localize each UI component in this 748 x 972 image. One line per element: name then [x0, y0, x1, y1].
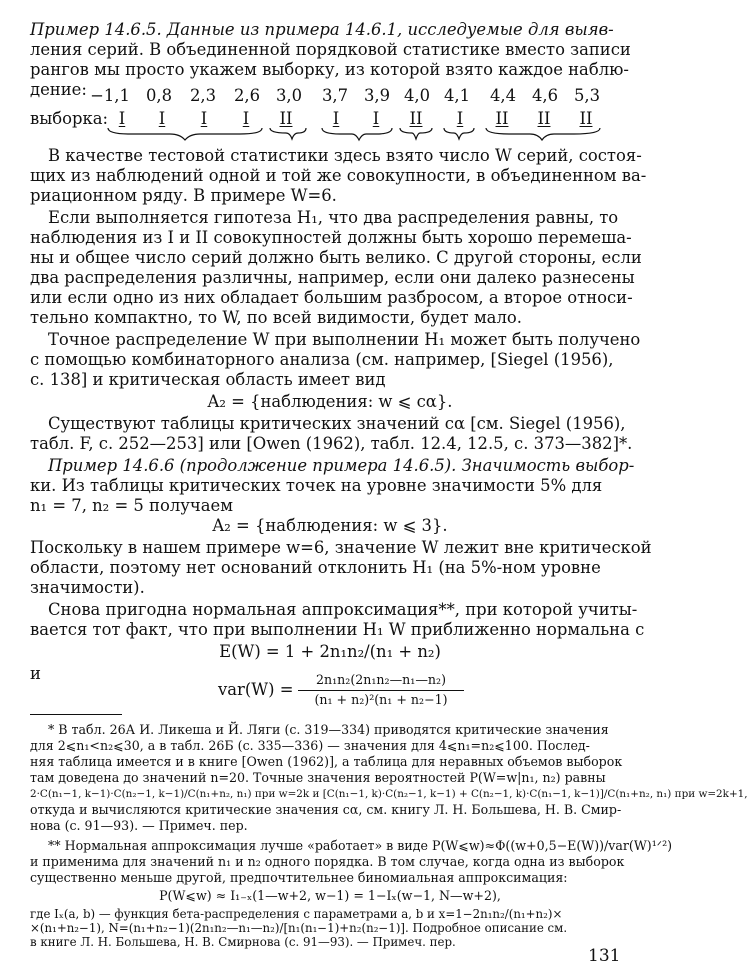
sample-cell: I [118, 109, 126, 128]
run-brace [108, 128, 262, 140]
footnote-line: нова (с. 91—93). — Примеч. пер. [30, 818, 248, 833]
page-number: 131 [588, 946, 621, 966]
footnote-equation: P(W⩽w) ≈ I₁₋ₓ(1—w+2, w−1) = 1−Iₓ(w−1, N—w+2), [159, 888, 501, 903]
sample-cell: II [495, 109, 509, 128]
run-brace [444, 128, 474, 139]
variance-numerator: 2n₁n₂(2n₁n₂—n₁—n₂) [316, 672, 446, 687]
text-line: дение: [30, 80, 87, 99]
sample-cell: I [372, 109, 380, 128]
sample-cell: I [158, 109, 166, 128]
text-line: ки. Из таблицы критических точек на уровне значимости 5% для [30, 476, 603, 495]
value-cell: 3,0 [275, 86, 303, 105]
text-line: табл. F, с. 252—253] или [Owen (1962), табл. 12.4, 12.5, с. 373—382]*. [30, 434, 633, 453]
value-cell: 2,3 [189, 86, 217, 105]
text-line: В качестве тестовой статистики здесь взято число W серий, состоя- [48, 146, 642, 165]
text-line: наблюдения из I и II совокупностей должны быть хорошо перемеша- [30, 228, 632, 247]
fraction-bar [298, 690, 464, 691]
footnote-line: в книге Л. Н. Большева, Н. В. Смирнова (с. 91—93). — Примеч. пер. [30, 935, 456, 949]
sample-cell: II [579, 109, 593, 128]
run-brace [400, 128, 432, 139]
value-cell: 3,7 [321, 86, 349, 105]
sample-label: выборка: [30, 109, 109, 128]
footnote-line: где Iₓ(a, b) — функция бета-распределения с параметрами a, b и x=1−2n₁n₂/(n₁+n₂)× [30, 907, 563, 921]
text-line: значимости). [30, 578, 145, 597]
run-brace [322, 128, 392, 140]
footnote-line: существенно меньше другой, предпочтительнее биномиальная аппроксимация: [30, 870, 568, 885]
sample-cell: I [332, 109, 340, 128]
value-cell: 4,0 [403, 86, 431, 105]
sample-cell: II [409, 109, 423, 128]
text-line: Поскольку в нашем примере w=6, значение W лежит вне критической [30, 538, 652, 557]
text-line: ны и общее число серий должно быть велико. С другой стороны, если [30, 248, 642, 267]
text-line: Если выполняется гипотеза H₁, что два распределения равны, то [48, 208, 619, 227]
example-heading-line: Пример 14.6.6 (продолжение примера 14.6.5). Значимость выбор- [48, 456, 635, 475]
text-line: Точное распределение W при выполнении H₁ может быть получено [48, 330, 641, 349]
run-brace [270, 128, 306, 139]
value-cell: 3,9 [363, 86, 391, 105]
sample-cell: II [537, 109, 551, 128]
footnote-line: * В табл. 26А И. Ликеша и Й. Ляги (с. 319—334) приводятся критические значения [48, 722, 609, 737]
text-line: два распределения различны, например, если они далеко разнесены [30, 268, 635, 287]
conjunction: и [30, 664, 41, 683]
text-line: с помощью комбинаторного анализа (см. например, [Siegel (1956), [30, 350, 614, 369]
footnote-line: ×(n₁+n₂−1), N=(n₁+n₂−1)(2n₁n₂—n₁—n₂)/[n₁(n₁−1)+n₂(n₂−1)]. Подробное описание см. [30, 921, 568, 935]
text-line: Снова пригодна нормальная аппроксимация**, при которой учиты- [48, 600, 638, 619]
value-cell: 2,6 [233, 86, 261, 105]
text-line: ления серий. В объединенной порядковой статистике вместо записи [30, 40, 631, 59]
value-cell: 4,4 [489, 86, 517, 105]
sample-cell: I [242, 109, 250, 128]
text-line: области, поэтому нет оснований отклонить H₁ (на 5%-ном уровне [30, 558, 601, 577]
variance-denominator: (n₁ + n₂)²(n₁ + n₂−1) [314, 692, 448, 707]
text-line: n₁ = 7, n₂ = 5 получаем [30, 496, 233, 515]
text-line: рангов мы просто укажем выборку, из которой взято каждое наблю- [30, 60, 629, 79]
footnote-rule [30, 714, 122, 715]
value-cell: −1,1 [90, 86, 130, 105]
value-cell: 0,8 [145, 86, 173, 105]
text-line: или если одно из них обладает большим разбросом, а второе относи- [30, 288, 633, 307]
text-line: вается тот факт, что при выполнении H₁ W приближенно нормальна с [30, 620, 645, 639]
sample-cell: II [279, 109, 293, 128]
footnote-line: няя таблица имеется и в книге [Owen (1962)], а таблица для неравных объемов выборок [30, 754, 623, 769]
equation-critical-region-example: A₂ = {наблюдения: w ⩽ 3}. [212, 516, 448, 535]
sample-cell: I [200, 109, 208, 128]
text-line: с. 138] и критическая область имеет вид [30, 370, 386, 389]
example-heading-line: Пример 14.6.5. Данные из примера 14.6.1, исследуемые для выяв- [30, 20, 614, 39]
text-line: риационном ряду. В примере W=6. [30, 186, 337, 205]
value-cell: 4,6 [531, 86, 559, 105]
equation-expectation: E(W) = 1 + 2n₁n₂/(n₁ + n₂) [219, 642, 441, 661]
value-cell: 5,3 [573, 86, 601, 105]
run-braces [0, 126, 650, 142]
text-line: Существуют таблицы критических значений cα [см. Siegel (1956), [48, 414, 626, 433]
footnote-line: ** Нормальная аппроксимация лучше «работает» в виде P(W⩽w)≈Φ((w+0,5−E(W))/var(W)¹ᐟ²) [48, 838, 673, 853]
sample-cell: I [456, 109, 464, 128]
footnote-line: откуда и вычисляются критические значения cα, см. книгу Л. Н. Большева, Н. В. Смир- [30, 802, 622, 817]
text-line: щих из наблюдений одной и той же совокупности, в объединенном ва- [30, 166, 647, 185]
variance-lhs: var(W) = [218, 680, 294, 699]
footnote-line: для 2⩽n₁<n₂⩽30, а в табл. 26Б (с. 335—336) — значения для 4⩽n₁=n₂⩽100. Послед- [30, 738, 590, 753]
text-line: тельно компактно, то W, по всей видимости, будет мало. [30, 308, 522, 327]
run-brace [486, 128, 600, 140]
footnote-line: там доведена до значений n=20. Точные значения вероятностей P(W=w|n₁, n₂) равны [30, 770, 606, 785]
footnote-formula-line: 2·C(n₁−1, k−1)·C(n₂−1, k−1)/C(n₁+n₂, n₁) при w=2k и [C(n₁−1, k)·C(n₂−1, k−1) + C(n₂−1, k)·C(n₁−1, k−1)]/C(n₁+n₂, n₁) при w=2k+1, [30, 788, 748, 800]
equation-critical-region: A₂ = {наблюдения: w ⩽ cα}. [207, 392, 453, 411]
value-cell: 4,1 [443, 86, 471, 105]
footnote-line: и применима для значений n₁ и n₂ одного порядка. В том случае, когда одна из выборок [30, 854, 625, 869]
